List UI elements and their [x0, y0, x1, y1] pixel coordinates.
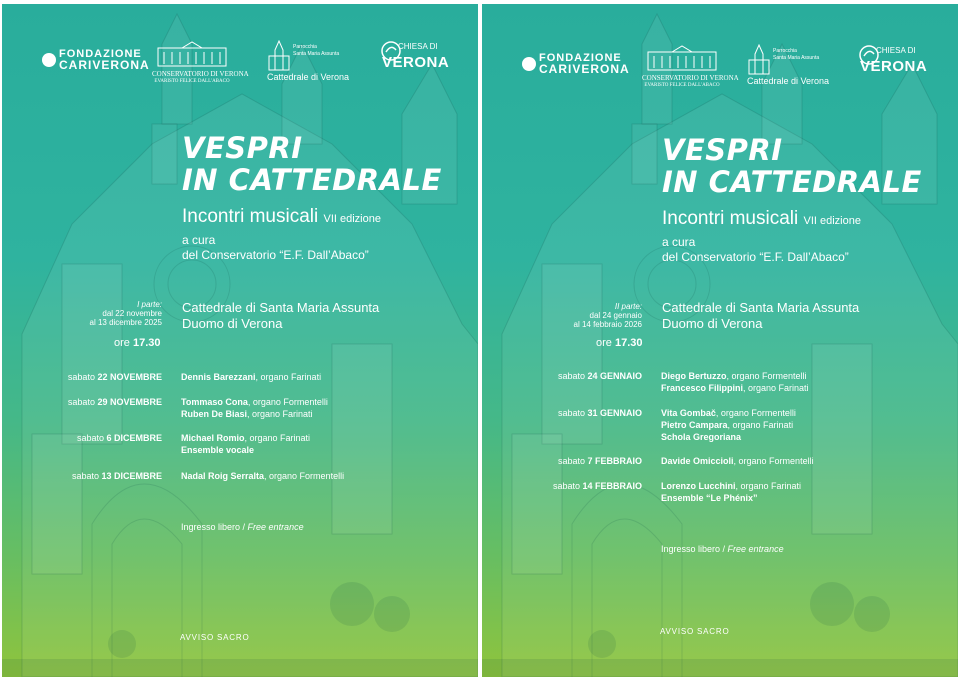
conservatorio-building-icon — [156, 40, 228, 68]
location-line2: Duomo di Verona — [182, 316, 283, 331]
chiesa-line2: VERONA — [860, 58, 928, 75]
fondazione-line2: CARIVERONA — [59, 58, 150, 72]
conservatorio-line2: EVARISTO FELICE DALL'ABACO — [154, 79, 230, 84]
chiesa-line1: CHIESA DI — [876, 46, 916, 55]
location-line1: Cattedrale di Santa Maria Assunta — [182, 300, 380, 315]
entry-en: Free entrance — [247, 522, 304, 532]
event-date — [68, 397, 162, 407]
cura-line2: del Conservatorio “E.F. Dall’Abaco” — [662, 250, 849, 264]
event-day: sabato — [71, 471, 99, 481]
subtitle — [182, 206, 381, 228]
performer-role: , organo Farinati — [727, 420, 794, 430]
performer-line — [661, 419, 796, 431]
conservatorio-building-icon — [646, 44, 718, 72]
fondazione-swirl-icon — [522, 57, 536, 71]
event-date — [558, 456, 642, 466]
start-time — [596, 337, 643, 349]
event-date-value: 24 GENNAIO — [587, 371, 642, 381]
avviso-sacro: AVVISO SACRO — [180, 633, 250, 642]
subtitle — [662, 208, 861, 230]
event-performers — [181, 470, 344, 482]
edition-label: VII edizione — [803, 215, 861, 227]
performer-name: Michael Romio — [181, 433, 245, 443]
avviso-sacro: AVVISO SACRO — [660, 627, 730, 636]
title-line2: IN CATTEDRALE — [182, 163, 442, 197]
event-date-value: 31 GENNAIO — [587, 408, 642, 418]
event-performers — [181, 432, 310, 456]
event-date — [72, 471, 162, 481]
performer-role: , organo Formentelli — [726, 371, 807, 381]
performer-name: Ensemble “Le Phénix” — [661, 493, 758, 503]
cathedral-background-image — [482, 4, 958, 677]
parrocchia-line1: Parrocchia — [773, 48, 797, 54]
performer-line — [181, 444, 310, 456]
performer-role: , organo Formentelli — [264, 471, 345, 481]
performer-name: Ruben De Biasi — [181, 409, 248, 419]
performer-name: Nadal Roig Serralta — [181, 471, 265, 481]
part-dates — [90, 300, 163, 327]
cura-line2: del Conservatorio “E.F. Dall’Abaco” — [182, 248, 369, 262]
performer-name: Francesco Filippini — [661, 383, 744, 393]
performer-name: Pietro Campara — [661, 420, 728, 430]
performer-role: , organo Farinati — [247, 409, 313, 419]
performer-line — [181, 408, 328, 420]
event-date — [558, 371, 642, 381]
part-dates — [574, 302, 643, 329]
performer-line — [181, 470, 344, 482]
part-line3: al 13 dicembre 2025 — [89, 318, 162, 327]
subtitle-text: Incontri musicali — [662, 208, 799, 229]
event-performers — [661, 407, 796, 443]
event-date-value: 13 DICEMBRE — [101, 471, 162, 481]
performer-role: , organo Farinati — [255, 372, 322, 382]
event-day: sabato — [76, 433, 104, 443]
part-label: I parte: — [137, 300, 162, 309]
fondazione-cariverona-logo — [522, 53, 630, 75]
performer-role: , organo Farinati — [244, 433, 311, 443]
entry-info — [181, 522, 304, 532]
subtitle-text: Incontri musicali — [182, 206, 319, 227]
time-value: 17.30 — [132, 337, 161, 349]
performer-line — [661, 455, 814, 467]
conservatorio-logo — [642, 44, 739, 90]
cathedral-icon — [747, 44, 771, 76]
organizer — [662, 235, 849, 265]
performer-line — [661, 431, 796, 443]
event-day: sabato — [557, 456, 585, 466]
part-label: II parte: — [614, 302, 642, 311]
performer-name: Lorenzo Lucchini — [661, 481, 736, 491]
entry-info — [661, 544, 784, 554]
event-date — [77, 433, 162, 443]
event-performers — [661, 370, 809, 394]
fondazione-swirl-icon — [42, 53, 56, 67]
event-date-value: 7 FEBBRAIO — [587, 456, 642, 466]
fondazione-cariverona-logo — [42, 49, 150, 71]
conservatorio-line2: EVARISTO FELICE DALL'ABACO — [644, 83, 720, 88]
entry-en: Free entrance — [727, 544, 784, 554]
performer-line — [661, 480, 801, 492]
chiesa-line1: CHIESA DI — [398, 42, 438, 51]
performer-line — [661, 370, 809, 382]
part-line2: dal 24 gennaio — [589, 311, 642, 320]
start-time — [114, 337, 161, 349]
chiesa-line2: VERONA — [382, 54, 450, 71]
performer-name: Vita Gombač — [661, 408, 716, 418]
fondazione-line1: FONDAZIONE — [59, 48, 142, 60]
event-date-value: 29 NOVEMBRE — [97, 397, 162, 407]
edition-label: VII edizione — [323, 213, 381, 225]
event-performers — [181, 396, 328, 420]
event-day: sabato — [557, 371, 585, 381]
performer-line — [181, 371, 321, 383]
parrocchia-line2: Santa Maria Assunta — [293, 51, 340, 57]
part-line2: dal 22 novembre — [102, 309, 162, 318]
poster-part-2 — [482, 4, 958, 677]
time-value: 17.30 — [614, 337, 643, 349]
performer-name: Schola Gregoriana — [661, 432, 742, 442]
event-date-value: 22 NOVEMBRE — [97, 372, 162, 382]
cura-line1: a cura — [182, 233, 216, 247]
conservatorio-logo — [152, 40, 249, 86]
event-day: sabato — [67, 372, 95, 382]
entry-it: Ingresso libero / — [661, 544, 728, 554]
time-label: ore — [596, 337, 612, 349]
performer-role: , organo Formentelli — [733, 456, 814, 466]
event-date — [68, 372, 162, 382]
title-line2: IN CATTEDRALE — [662, 165, 922, 199]
parrocchia-line3: Cattedrale di Verona — [267, 72, 350, 82]
poster-part-1 — [2, 4, 478, 677]
performer-name: Dennis Barezzani — [181, 372, 256, 382]
performer-role: , organo Formentelli — [247, 397, 328, 407]
performer-role: , organo Farinati — [743, 383, 809, 393]
performer-name: Tommaso Cona — [181, 397, 248, 407]
event-performers — [181, 371, 321, 383]
entry-it: Ingresso libero / — [181, 522, 248, 532]
fondazione-line1: FONDAZIONE — [539, 52, 622, 64]
performer-name: Ensemble vocale — [181, 445, 255, 455]
event-day: sabato — [67, 397, 95, 407]
organizer — [182, 233, 369, 263]
time-label: ore — [114, 337, 130, 349]
performer-line — [181, 396, 328, 408]
event-title — [662, 134, 922, 198]
location-line2: Duomo di Verona — [662, 316, 763, 331]
event-date — [553, 481, 642, 491]
performer-name: Diego Bertuzzo — [661, 371, 727, 381]
title-line1: VESPRI — [182, 131, 303, 165]
event-date — [558, 408, 642, 418]
cathedral-icon — [267, 40, 291, 72]
parrocchia-line3: Cattedrale di Verona — [747, 76, 830, 86]
title-line1: VESPRI — [662, 133, 783, 167]
location — [182, 300, 379, 332]
event-performers — [661, 480, 801, 504]
conservatorio-line1: CONSERVATORIO DI VERONA — [152, 70, 249, 78]
performer-role: , organo Farinati — [735, 481, 802, 491]
parrocchia-line1: Parrocchia — [293, 44, 317, 50]
event-title — [182, 132, 442, 196]
performer-line — [661, 382, 809, 394]
performer-name: Davide Omiccioli — [661, 456, 734, 466]
event-performers — [661, 455, 814, 467]
location — [662, 300, 859, 332]
part-line3: al 14 febbraio 2026 — [573, 320, 642, 329]
event-date-value: 14 FEBBRAIO — [582, 481, 642, 491]
conservatorio-line1: CONSERVATORIO DI VERONA — [642, 74, 739, 82]
event-day: sabato — [557, 408, 585, 418]
performer-role: , organo Formentelli — [715, 408, 796, 418]
fondazione-line2: CARIVERONA — [539, 62, 630, 76]
event-day: sabato — [552, 481, 580, 491]
performer-line — [661, 407, 796, 419]
cura-line1: a cura — [662, 235, 696, 249]
performer-line — [661, 492, 801, 504]
performer-line — [181, 432, 310, 444]
event-date-value: 6 DICEMBRE — [106, 433, 162, 443]
location-line1: Cattedrale di Santa Maria Assunta — [662, 300, 860, 315]
parrocchia-line2: Santa Maria Assunta — [773, 55, 820, 61]
cathedral-background-image — [2, 4, 478, 677]
